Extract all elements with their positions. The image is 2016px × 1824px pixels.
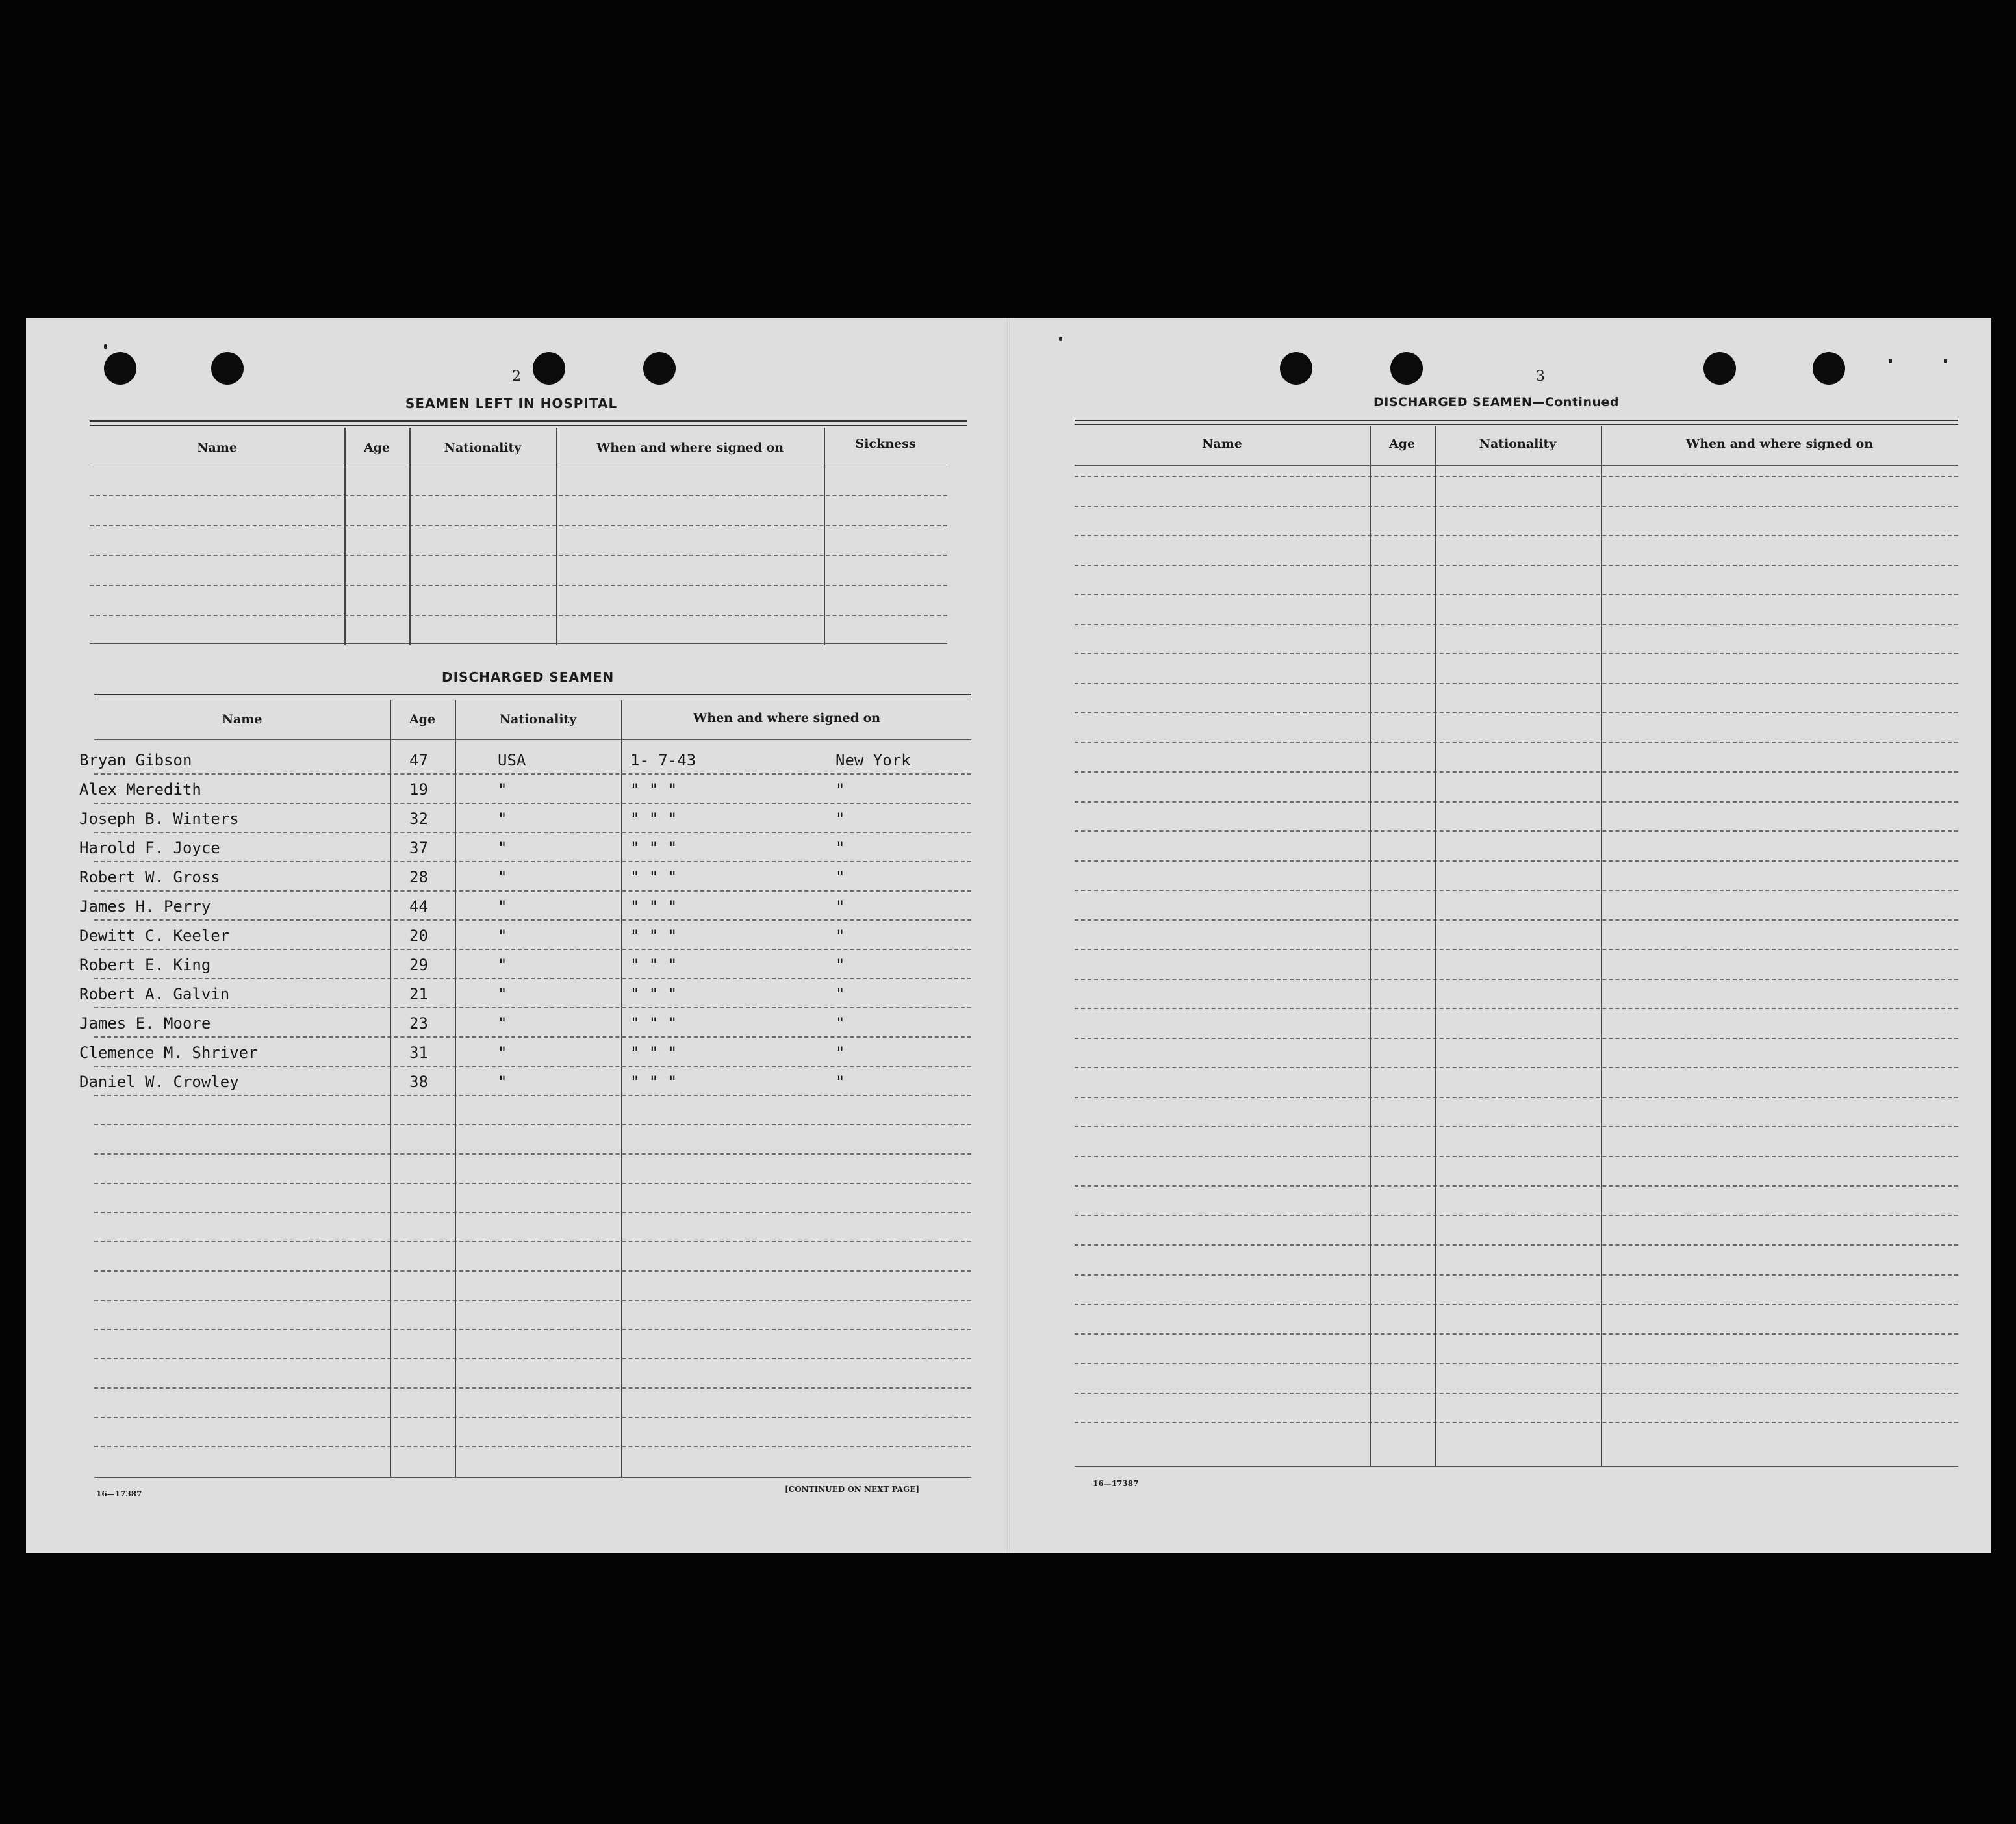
signed-on-date: " " ": [630, 897, 678, 916]
page-number: 2: [512, 368, 521, 385]
seaman-nationality: ": [498, 868, 507, 886]
row-rule: [90, 555, 947, 556]
ink-speck: [1059, 337, 1062, 341]
signed-on-place: ": [836, 897, 845, 916]
row-rule: [94, 1153, 971, 1155]
hospital-col-name: Name: [197, 441, 237, 455]
row-rule: [94, 1358, 971, 1359]
row-rule: [94, 832, 971, 833]
signed-on-place: ": [836, 839, 845, 857]
row-rule: [1075, 653, 1958, 654]
double-rule: [1075, 420, 1958, 425]
discharged-col-nationality: Nationality: [499, 712, 577, 726]
continued-col-age: Age: [1388, 437, 1416, 451]
seaman-age: 21: [409, 985, 428, 1003]
discharged-col-signed-on: When and where signed on: [693, 711, 881, 725]
row-rule: [94, 890, 971, 892]
ink-speck: [1944, 359, 1947, 363]
row-rule: [1075, 1304, 1958, 1305]
row-rule: [90, 585, 947, 586]
row-rule: [1075, 1156, 1958, 1157]
seaman-nationality: ": [498, 927, 507, 945]
seaman-name: Harold F. Joyce: [79, 839, 220, 857]
row-rule: [94, 1095, 971, 1096]
punch-hole: [1390, 352, 1423, 385]
row-rule: [1075, 890, 1958, 891]
row-rule: [1075, 1126, 1958, 1127]
row-rule: [1075, 742, 1958, 743]
row-rule: [1075, 979, 1958, 980]
row-rule: [1075, 1333, 1958, 1335]
row-rule: [94, 978, 971, 979]
row-rule: [1075, 712, 1958, 713]
column-divider: [621, 700, 622, 1477]
seaman-nationality: USA: [498, 751, 526, 769]
seaman-name: Robert W. Gross: [79, 868, 220, 886]
row-rule: [94, 1007, 971, 1008]
row-rule: [94, 919, 971, 921]
row-rule: [1075, 565, 1958, 566]
signed-on-place: ": [836, 1073, 845, 1091]
seaman-name: James H. Perry: [79, 897, 211, 916]
hospital-col-signed-on: When and where signed on: [596, 441, 784, 455]
row-rule: [90, 615, 947, 616]
row-rule: [90, 495, 947, 496]
double-rule: [94, 694, 971, 699]
row-rule: [94, 949, 971, 950]
row-rule: [94, 1446, 971, 1447]
signed-on-date: 1- 7-43: [630, 751, 696, 769]
row-rule: [1075, 1215, 1958, 1216]
row-rule: [1075, 683, 1958, 684]
seaman-age: 44: [409, 897, 428, 916]
row-rule: [94, 1300, 971, 1301]
row-rule: [94, 1124, 971, 1125]
seaman-nationality: ": [498, 1073, 507, 1091]
seaman-name: Clemence M. Shriver: [79, 1044, 258, 1062]
header-rule: [1075, 465, 1958, 466]
signed-on-date: " " ": [630, 1044, 678, 1062]
signed-on-place: ": [836, 810, 845, 828]
discharged-col-name: Name: [222, 712, 262, 726]
signed-on-place: ": [836, 956, 845, 974]
punch-hole: [211, 352, 244, 385]
row-rule: [1075, 949, 1958, 950]
seaman-age: 29: [409, 956, 428, 974]
row-rule: [1075, 919, 1958, 921]
seaman-name: Bryan Gibson: [79, 751, 192, 769]
column-divider: [344, 428, 346, 645]
row-rule: [94, 1066, 971, 1067]
form-number: 16—17387: [96, 1489, 142, 1498]
row-rule: [1075, 594, 1958, 595]
column-divider: [409, 428, 411, 645]
column-divider: [455, 700, 456, 1477]
seaman-name: Joseph B. Winters: [79, 810, 239, 828]
seaman-age: 31: [409, 1044, 428, 1062]
ink-speck: [104, 344, 107, 349]
seaman-age: 37: [409, 839, 428, 857]
discharged-section-title: DISCHARGED SEAMEN: [442, 669, 615, 685]
table-bottom-rule: [90, 643, 947, 644]
signed-on-place: ": [836, 985, 845, 1003]
seaman-age: 23: [409, 1014, 428, 1033]
row-rule: [1075, 1067, 1958, 1068]
right-page: [1008, 318, 1991, 1553]
row-rule: [94, 1036, 971, 1038]
row-rule: [94, 1270, 971, 1272]
document-sheet: [26, 318, 1991, 1553]
row-rule: [1075, 1097, 1958, 1098]
seaman-nationality: ": [498, 1044, 507, 1062]
signed-on-date: " " ": [630, 956, 678, 974]
row-rule: [94, 1183, 971, 1184]
row-rule: [1075, 535, 1958, 536]
row-rule: [1075, 830, 1958, 832]
hospital-section-title: SEAMEN LEFT IN HOSPITAL: [405, 396, 618, 411]
column-divider: [1435, 426, 1436, 1466]
signed-on-place: ": [836, 1014, 845, 1033]
row-rule: [1075, 1422, 1958, 1423]
row-rule: [94, 1212, 971, 1213]
row-rule: [1075, 506, 1958, 507]
continued-note: [CONTINUED ON NEXT PAGE]: [785, 1485, 920, 1494]
signed-on-place: ": [836, 780, 845, 799]
seaman-name: Robert A. Galvin: [79, 985, 230, 1003]
signed-on-date: " " ": [630, 780, 678, 799]
punch-hole: [104, 352, 136, 385]
continued-col-name: Name: [1202, 437, 1242, 451]
seaman-nationality: ": [498, 810, 507, 828]
seaman-nationality: ": [498, 839, 507, 857]
punch-hole: [643, 352, 676, 385]
seaman-nationality: ": [498, 956, 507, 974]
row-rule: [1075, 1185, 1958, 1187]
seaman-age: 20: [409, 927, 428, 945]
seaman-name: James E. Moore: [79, 1014, 211, 1033]
seaman-nationality: ": [498, 897, 507, 916]
left-page: [26, 318, 1008, 1553]
seaman-nationality: ": [498, 1014, 507, 1033]
seaman-age: 32: [409, 810, 428, 828]
signed-on-date: " " ": [630, 810, 678, 828]
column-divider: [1601, 426, 1602, 1466]
signed-on-place: ": [836, 1044, 845, 1062]
table-bottom-rule: [94, 1477, 971, 1478]
page-number: 3: [1536, 368, 1545, 385]
continued-col-signed-on: When and where signed on: [1685, 437, 1874, 451]
row-rule: [1075, 1393, 1958, 1394]
seaman-age: 19: [409, 780, 428, 799]
punch-hole: [1703, 352, 1736, 385]
row-rule: [1075, 624, 1958, 625]
row-rule: [1075, 476, 1958, 477]
row-rule: [94, 861, 971, 862]
continued-col-nationality: Nationality: [1479, 437, 1557, 451]
seaman-name: Robert E. King: [79, 956, 211, 974]
row-rule: [1075, 771, 1958, 773]
column-divider: [1370, 426, 1371, 1466]
seaman-nationality: ": [498, 780, 507, 799]
seaman-nationality: ": [498, 985, 507, 1003]
row-rule: [94, 1387, 971, 1389]
signed-on-date: " " ": [630, 868, 678, 886]
row-rule: [1075, 1038, 1958, 1039]
table-bottom-rule: [1075, 1466, 1958, 1467]
row-rule: [94, 773, 971, 775]
seaman-age: 28: [409, 868, 428, 886]
signed-on-date: " " ": [630, 985, 678, 1003]
seaman-age: 47: [409, 751, 428, 769]
row-rule: [94, 1329, 971, 1330]
hospital-col-age: Age: [363, 441, 390, 455]
seaman-name: Alex Meredith: [79, 780, 201, 799]
hospital-col-nationality: Nationality: [444, 441, 522, 455]
seaman-name: Dewitt C. Keeler: [79, 927, 230, 945]
row-rule: [1075, 1363, 1958, 1364]
signed-on-date: " " ": [630, 927, 678, 945]
hospital-col-sickness: Sickness: [855, 437, 916, 451]
row-rule: [1075, 1274, 1958, 1276]
row-rule: [90, 525, 947, 526]
row-rule: [1075, 860, 1958, 862]
row-rule: [94, 803, 971, 804]
header-rule: [94, 739, 971, 740]
ink-speck: [1889, 359, 1892, 363]
double-rule: [90, 420, 967, 426]
form-number: 16—17387: [1093, 1479, 1139, 1488]
continued-section-title: DISCHARGED SEAMEN—Continued: [1373, 395, 1619, 409]
punch-hole: [533, 352, 565, 385]
punch-hole: [1280, 352, 1312, 385]
row-rule: [1075, 801, 1958, 803]
column-divider: [824, 428, 825, 645]
column-divider: [556, 428, 557, 645]
signed-on-place: ": [836, 868, 845, 886]
row-rule: [1075, 1008, 1958, 1009]
seaman-name: Daniel W. Crowley: [79, 1073, 239, 1091]
signed-on-place: ": [836, 927, 845, 945]
signed-on-place: New York: [836, 751, 911, 769]
signed-on-date: " " ": [630, 1014, 678, 1033]
column-divider: [390, 700, 391, 1477]
row-rule: [1075, 1244, 1958, 1246]
seaman-age: 38: [409, 1073, 428, 1091]
signed-on-date: " " ": [630, 839, 678, 857]
signed-on-date: " " ": [630, 1073, 678, 1091]
punch-hole: [1813, 352, 1845, 385]
discharged-col-age: Age: [409, 712, 436, 726]
row-rule: [94, 1241, 971, 1242]
row-rule: [94, 1417, 971, 1418]
